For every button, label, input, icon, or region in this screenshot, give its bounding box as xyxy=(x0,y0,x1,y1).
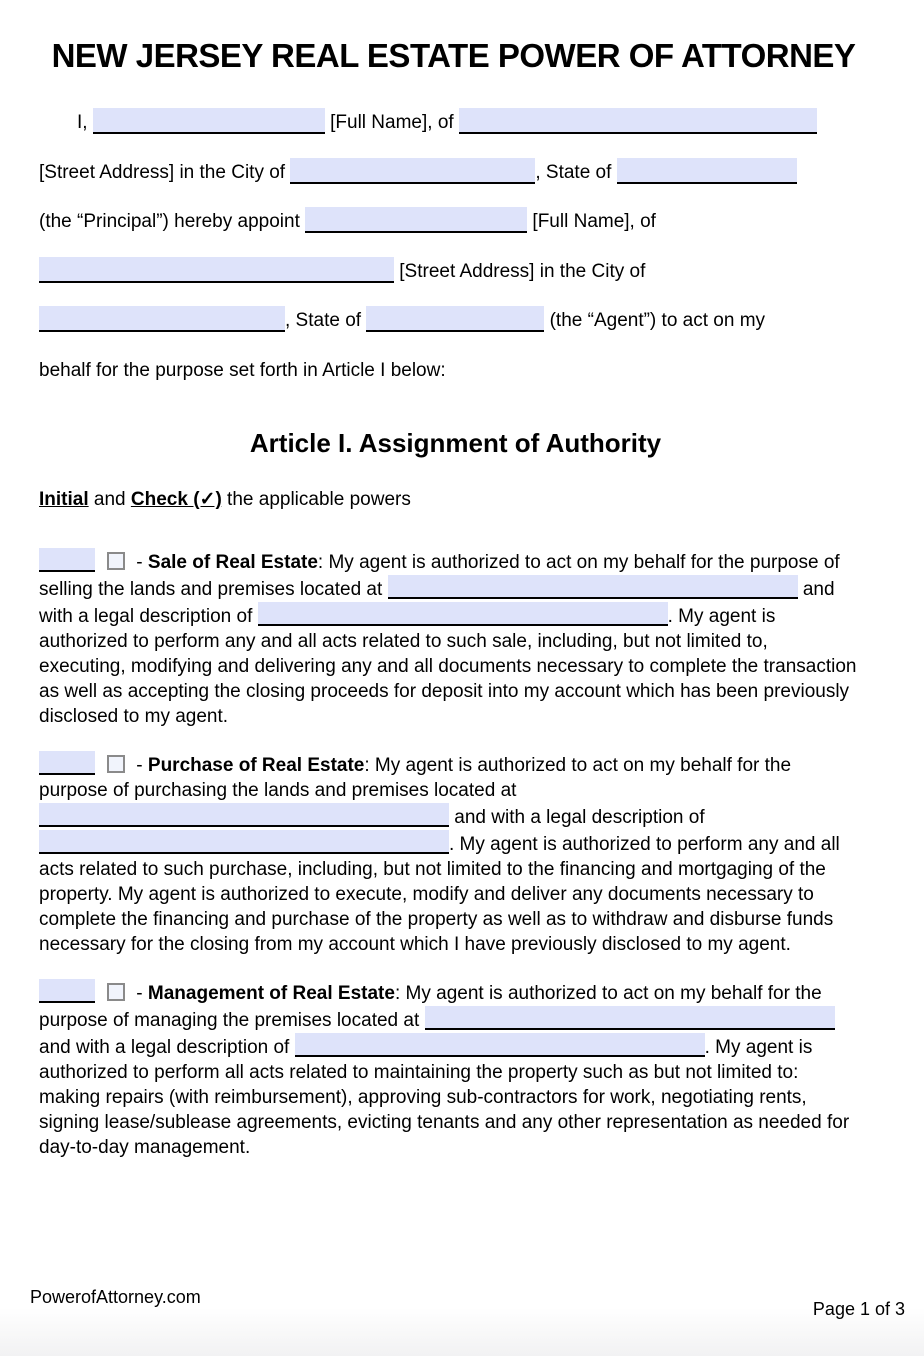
power-purchase-title: Purchase of Real Estate xyxy=(147,755,365,776)
purchase-property-address-field[interactable] xyxy=(39,803,449,827)
intro-text: I, xyxy=(77,112,88,133)
intro-text: (the “Principal”) hereby appoint xyxy=(39,211,300,232)
intro-text: , State of xyxy=(535,161,612,183)
management-legal-description-field[interactable] xyxy=(295,1033,705,1057)
intro-text: (the “Agent”) to act on my xyxy=(549,310,766,331)
principal-state-field[interactable] xyxy=(617,158,797,184)
page-bottom-fade xyxy=(0,1308,924,1356)
power-purchase-text: : My agent is authorized to act on my behalf for the purpose of purchasing the lands and premises located at xyxy=(39,755,792,801)
sale-property-address-field[interactable] xyxy=(388,575,798,599)
instruction-initial-label: Initial xyxy=(39,489,89,510)
footer-page-indicator: Page 1 of 3 xyxy=(812,1299,905,1319)
intro-line-5 xyxy=(39,296,872,346)
dash-text: - xyxy=(136,983,148,1004)
management-checkbox[interactable] xyxy=(107,983,125,1001)
instruction-text: and xyxy=(88,489,131,510)
dash-text: - xyxy=(136,755,148,776)
power-management-text: : My agent is authorized to act on my behalf for the purpose of managing the premises located at xyxy=(39,983,822,1031)
intro-line-3 xyxy=(39,197,872,247)
intro-text: behalf for the purpose set forth in Article I below: xyxy=(39,359,446,381)
document-page xyxy=(0,36,924,1356)
power-sale-paragraph xyxy=(39,548,859,729)
article-1-instruction xyxy=(39,487,872,512)
intro-text: [Full Name], of xyxy=(532,211,656,232)
power-sale-title: Sale of Real Estate xyxy=(147,552,318,573)
power-purchase-paragraph xyxy=(39,751,859,957)
intro-line-4 xyxy=(39,247,872,297)
intro-text: [Full Name], of xyxy=(330,112,454,133)
power-purchase-text: and with a legal description of xyxy=(449,807,705,828)
agent-city-field[interactable] xyxy=(39,306,285,332)
power-sale-text: and with a legal description of xyxy=(39,579,835,627)
sale-initial-field[interactable] xyxy=(39,548,95,572)
management-initial-field[interactable] xyxy=(39,979,95,1003)
document-content xyxy=(0,36,924,1160)
intro-paragraph xyxy=(39,98,872,395)
power-sale-text: : My agent is authorized to act on my behalf for the purpose of selling the lands and premises located at xyxy=(39,552,840,600)
intro-line-6 xyxy=(39,346,872,396)
power-management-text: . My agent is authorized to perform all acts related to maintaining the property such as but not limited to: making repairs (with reimbursement), approving sub-contractors for work, negotiating rents, signing lease/sublease agreements, evicting tenants and any other representation as needed for day-to-day management. xyxy=(39,1037,850,1158)
article-1-heading: Article I. Assignment of Authority xyxy=(249,428,662,458)
purchase-checkbox[interactable] xyxy=(107,755,125,773)
sale-legal-description-field[interactable] xyxy=(258,602,668,626)
agent-state-field[interactable] xyxy=(366,306,544,332)
management-property-address-field[interactable] xyxy=(425,1006,835,1030)
power-management-title: Management of Real Estate xyxy=(147,983,395,1004)
agent-full-name-field[interactable] xyxy=(305,207,527,233)
intro-line-1 xyxy=(39,98,872,148)
principal-street-address-field[interactable] xyxy=(459,108,817,134)
principal-full-name-field[interactable] xyxy=(93,108,325,134)
dash-text: - xyxy=(136,552,148,573)
instruction-text: the applicable powers xyxy=(221,489,411,510)
intro-text: [Street Address] in the City of xyxy=(399,260,646,282)
intro-text: [Street Address] in the City of xyxy=(39,161,286,183)
power-sale-text: . My agent is authorized to perform any and all acts related to such sale, including, but not limited to, executing, modifying and delivering any and all documents necessary to complete the transaction as well as accepting the closing proceeds for deposit into my account which has been previously disclosed to my agent. xyxy=(39,606,857,727)
instruction-check-label: Check (✓) xyxy=(130,489,222,510)
footer-website: PowerofAttorney.com xyxy=(30,1287,201,1307)
intro-text: , State of xyxy=(285,310,362,331)
power-management-text: and with a legal description of xyxy=(39,1037,295,1058)
document-title: NEW JERSEY REAL ESTATE POWER OF ATTORNEY xyxy=(51,37,856,74)
power-purchase-text: . My agent is authorized to perform any and all acts related to such purchase, including, but not limited to the financing and mortgaging of the property. My agent is authorized to execute, modify and deliver any documents necessary to complete the financing and purchase of the property as well as to withdraw and disburse funds necessary for the closing from my account which I have previously disclosed to my agent. xyxy=(39,834,840,955)
purchase-initial-field[interactable] xyxy=(39,751,95,775)
intro-line-2 xyxy=(39,148,872,198)
power-management-paragraph xyxy=(39,979,859,1160)
purchase-legal-description-field[interactable] xyxy=(39,830,449,854)
agent-street-address-field[interactable] xyxy=(39,257,394,283)
principal-city-field[interactable] xyxy=(290,158,535,184)
sale-checkbox[interactable] xyxy=(107,552,125,570)
